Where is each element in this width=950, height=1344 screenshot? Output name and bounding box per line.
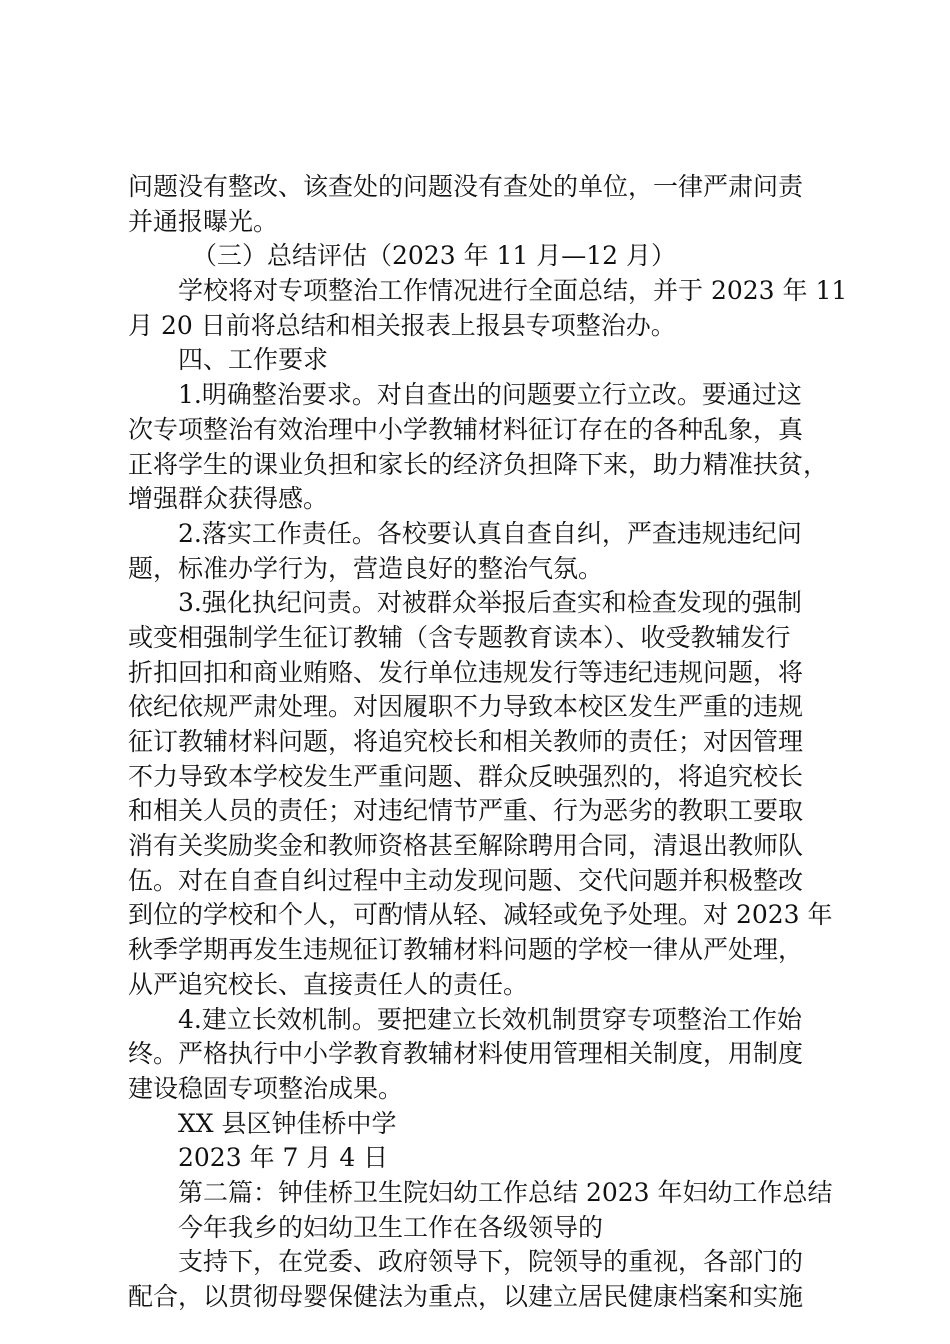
text-line: 学校将对专项整治工作情况进行全面总结，并于 2023 年 11 <box>178 276 848 306</box>
text-line: 依纪依规严肃处理。对因履职不力导致本校区发生严重的违规 <box>128 692 804 722</box>
text-line: 配合，以贯彻母婴保健法为重点，以建立居民健康档案和实施 <box>128 1282 804 1311</box>
chapter-title: 第二篇：钟佳桥卫生院妇幼工作总结 2023 年妇幼工作总结 <box>178 1177 833 1207</box>
text-line: 今年我乡的妇幼卫生工作在各级领导的 <box>178 1212 604 1242</box>
text-line: 问题没有整改、该查处的问题没有查处的单位，一律严肃问责 <box>128 172 804 201</box>
signature-organization: XX 县区钟佳桥中学 <box>178 1108 397 1138</box>
text-line: 折扣回扣和商业贿赂、发行单位违规发行等违纪违规问题，将 <box>128 657 804 687</box>
text-line: 从严追究校长、直接责任人的责任。 <box>128 969 529 999</box>
text-line: 终。严格执行中小学教育教辅材料使用管理相关制度，用制度 <box>128 1039 804 1069</box>
text-line: 征订教辅材料问题，将追究校长和相关教师的责任；对因管理 <box>128 727 804 756</box>
section-heading: （三）总结评估（2023 年 11 月—12 月） <box>192 241 677 271</box>
text-line: 4.建立长效机制。要把建立长效机制贯穿专项整治工作始 <box>178 1004 802 1034</box>
text-line: 正将学生的课业负担和家长的经济负担降下来，助力精准扶贫， <box>128 449 829 479</box>
text-line: 或变相强制学生征订教辅（含专题教育读本）、收受教辅发行 <box>128 622 791 652</box>
text-line: 秋季学期再发生违规征订教辅材料问题的学校一律从严处理， <box>128 935 804 965</box>
text-line: 次专项整治有效治理中小学教辅材料征订存在的各种乱象，真 <box>128 414 804 444</box>
document-body <box>128 170 848 1315</box>
text-line: 2.落实工作责任。各校要认真自查自纠，严查违规违纪问 <box>178 518 802 548</box>
text-line: 题，标准办学行为，营造良好的整治气氛。 <box>128 553 604 583</box>
text-line: 月 20 日前将总结和相关报表上报县专项整治办。 <box>128 310 676 340</box>
text-line: 3.强化执纪问责。对被群众举报后查实和检查发现的强制 <box>178 588 802 618</box>
text-line: 和相关人员的责任；对违纪情节严重、行为恶劣的教职工要取 <box>128 796 804 826</box>
section-heading: 四、工作要求 <box>178 345 329 375</box>
text-line: 不力导致本学校发生严重问题、群众反映强烈的，将追究校长 <box>128 761 804 791</box>
text-line: 消有关奖励奖金和教师资格甚至解除聘用合同，清退出教师队 <box>128 831 804 861</box>
text-line: 伍。对在自查自纠过程中主动发现问题、交代问题并积极整改 <box>128 865 804 895</box>
text-line: 建设稳固专项整治成果。 <box>128 1073 404 1103</box>
text-line: 支持下，在党委、政府领导下，院领导的重视，各部门的 <box>178 1247 804 1277</box>
text-line: 1.明确整治要求。对自查出的问题要立行立改。要通过这 <box>178 380 802 410</box>
text-line: 并通报曝光。 <box>128 206 279 236</box>
text-line: 到位的学校和个人，可酌情从轻、减轻或免予处理。对 2023 年 <box>128 900 833 930</box>
signature-date: 2023 年 7 月 4 日 <box>178 1143 389 1173</box>
text-line: 增强群众获得感。 <box>128 484 329 514</box>
